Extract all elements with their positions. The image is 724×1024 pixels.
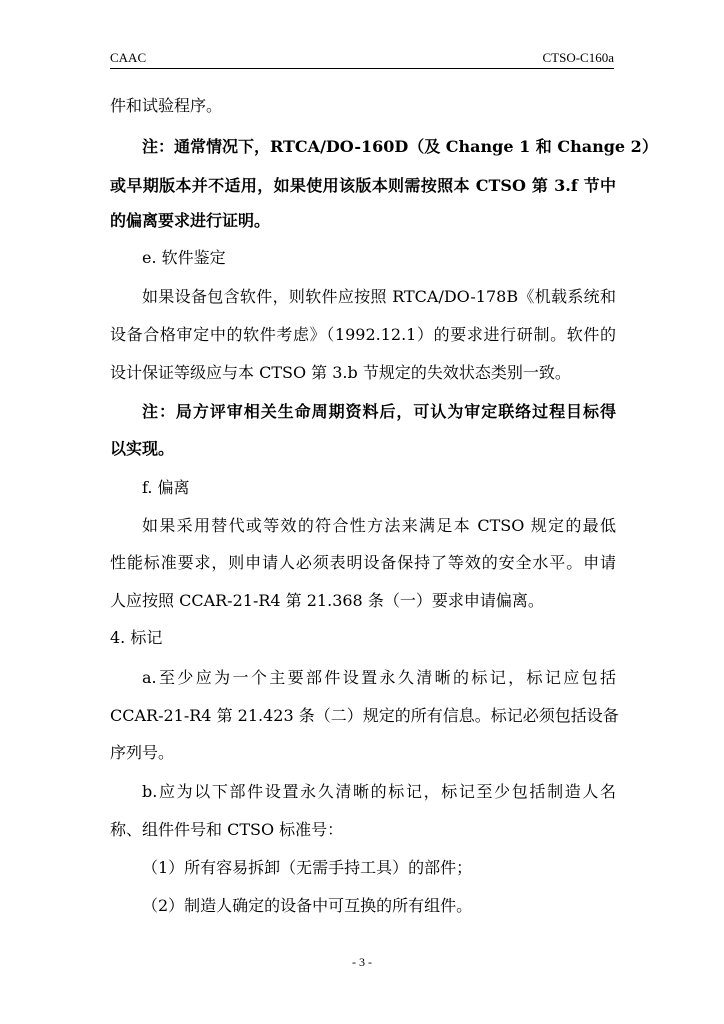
note-line-1: 注：通常情况下，RTCA/DO-160D（及 Change 1 和 Change 2） bbox=[142, 137, 658, 156]
page-number: - 3 - bbox=[352, 955, 372, 969]
page-header bbox=[110, 50, 614, 69]
paragraph-e-line-2: 设备合格审定中的软件考虑》（1992.12.1）的要求进行研制。软件的 bbox=[110, 325, 616, 344]
paragraph-b-line-1: b.应为以下部件设置永久清晰的标记，标记至少包括制造人名 bbox=[142, 782, 616, 801]
paragraph-a-line-3: 序列号。 bbox=[110, 743, 175, 762]
paragraph-a-line-2: CCAR-21-R4 第 21.423 条（二）规定的所有信息。标记必须包括设备 bbox=[110, 706, 619, 725]
text-line-1: 件和试验程序。 bbox=[110, 96, 223, 115]
section-heading-f: f. 偏离 bbox=[142, 478, 190, 497]
note-line-2: 或早期版本并不适用，如果使用该版本则需按照本 CTSO 第 3.f 节中 bbox=[110, 176, 616, 195]
list-item-1: （1）所有容易拆卸（无需手持工具）的部件； bbox=[142, 858, 473, 877]
note-2-line-1: 注：局方评审相关生命周期资料后，可认为审定联络过程目标得 bbox=[142, 402, 616, 421]
note-line-3: 的偏离要求进行证明。 bbox=[110, 211, 271, 230]
paragraph-e-line-3: 设计保证等级应与本 CTSO 第 3.b 节规定的失效状态类别一致。 bbox=[110, 363, 571, 382]
section-heading-e: e. 软件鉴定 bbox=[142, 248, 226, 267]
paragraph-f-line-3: 人应按照 CCAR-21-R4 第 21.368 条（一）要求申请偏离。 bbox=[110, 591, 544, 610]
paragraph-f-line-1: 如果采用替代或等效的符合性方法来满足本 CTSO 规定的最低 bbox=[142, 516, 616, 535]
note-2-line-2: 以实现。 bbox=[110, 439, 175, 458]
header-right-text: CTSO-C160a bbox=[542, 50, 614, 65]
paragraph-f-line-2: 性能标准要求，则申请人必须表明设备保持了等效的安全水平。申请 bbox=[110, 553, 616, 572]
section-heading-4: 4. 标记 bbox=[110, 628, 163, 647]
header-left-text: CAAC bbox=[110, 50, 147, 65]
paragraph-e-line-1: 如果设备包含软件，则软件应按照 RTCA/DO-178B《机载系统和 bbox=[142, 287, 616, 306]
paragraph-a-line-1: a.至少应为一个主要部件设置永久清晰的标记，标记应包括 bbox=[142, 668, 616, 687]
list-item-2: （2）制造人确定的设备中可互换的所有组件。 bbox=[142, 896, 473, 915]
paragraph-b-line-2: 称、组件件号和 CTSO 标准号： bbox=[110, 820, 344, 839]
